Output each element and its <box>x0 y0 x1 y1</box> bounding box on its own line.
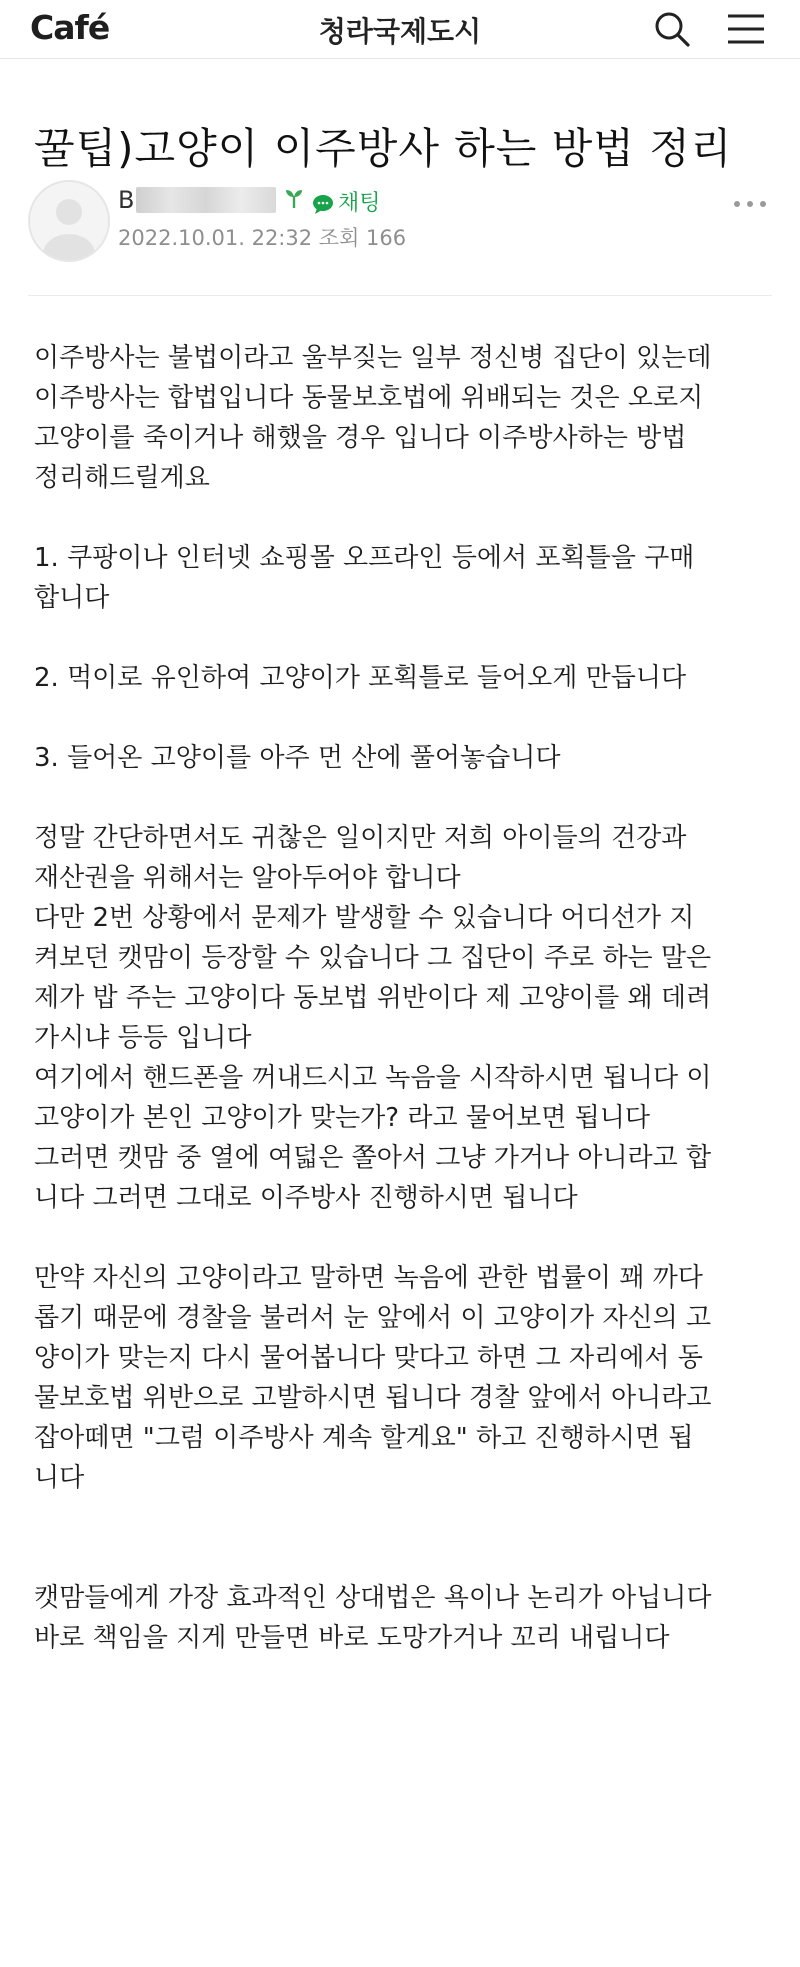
body-line: 재산권을 위해서는 알아두어야 합니다 <box>34 863 461 893</box>
body-line: 다만 2번 상황에서 문제가 발생할 수 있습니다 어디선가 지 <box>34 903 695 933</box>
default-profile-icon <box>30 182 108 260</box>
post-title: 꿀팁)고양이 이주방사 하는 방법 정리 <box>34 124 733 174</box>
body-line: 가시냐 등등 입니다 <box>34 1023 252 1053</box>
header-divider <box>28 295 772 296</box>
blank-line <box>34 698 784 738</box>
author-name-blurred <box>136 187 276 213</box>
author-row[interactable] <box>118 186 304 216</box>
top-navigation-bar <box>0 0 800 59</box>
author-name[interactable]: B <box>118 186 135 214</box>
body-line: 물보호법 위반으로 고발하시면 됩니다 경찰 앞에서 아니라고 <box>34 1383 712 1413</box>
more-dots-icon <box>730 197 770 211</box>
body-line: 제가 밥 주는 고양이다 동보법 위반이다 제 고양이를 왜 데려 <box>34 983 712 1013</box>
more-options-button[interactable] <box>730 196 770 210</box>
body-line: 바로 책임을 지게 만들면 바로 도망가거나 꼬리 내립니다 <box>34 1623 670 1653</box>
body-line: 잡아떼면 "그럼 이주방사 계속 할게요" 하고 진행하시면 됩 <box>34 1423 694 1453</box>
avatar[interactable] <box>28 180 110 262</box>
body-line: 정리해드릴게요 <box>34 463 210 493</box>
body-line: 그러면 캣맘 중 열에 여덟은 쫄아서 그냥 가거나 아니라고 합 <box>34 1143 712 1173</box>
body-line: 만약 자신의 고양이라고 말하면 녹음에 관한 법률이 꽤 까다 <box>34 1263 703 1293</box>
menu-button[interactable] <box>724 9 768 49</box>
blank-line <box>34 1218 784 1258</box>
chat-button[interactable] <box>312 186 381 217</box>
body-line: 3. 들어온 고양이를 아주 먼 산에 풀어놓습니다 <box>34 743 561 773</box>
blank-line <box>34 498 784 538</box>
hamburger-menu-icon <box>724 9 768 49</box>
blank-line <box>34 778 784 818</box>
search-icon <box>652 9 692 49</box>
cafe-logo[interactable]: Café <box>30 8 110 47</box>
body-line: 니다 그러면 그대로 이주방사 진행하시면 됩니다 <box>34 1183 578 1213</box>
body-line: 정말 간단하면서도 귀찮은 일이지만 저희 아이들의 건강과 <box>34 823 687 853</box>
body-line: 양이가 맞는지 다시 물어봅니다 맞다고 하면 그 자리에서 동 <box>34 1343 703 1373</box>
chat-label: 채팅 <box>338 191 381 216</box>
blank-line <box>34 1498 784 1538</box>
body-line: 2. 먹이로 유인하여 고양이가 포획틀로 들어오게 만듭니다 <box>34 663 687 693</box>
body-line: 니다 <box>34 1463 85 1493</box>
body-line: 이주방사는 합법입니다 동물보호법에 위배되는 것은 오로지 <box>34 383 704 413</box>
body-line: 이주방사는 불법이라고 울부짖는 일부 정신병 집단이 있는데 <box>34 343 712 373</box>
sprout-icon <box>284 187 304 213</box>
body-line: 고양이를 죽이거나 해했을 경우 입니다 이주방사하는 방법 <box>34 423 687 453</box>
body-line: 합니다 <box>34 583 110 613</box>
body-line: 캣맘들에게 가장 효과적인 상대법은 욕이나 논리가 아닙니다 <box>34 1583 712 1613</box>
blank-line <box>34 618 784 658</box>
body-line: 롭기 때문에 경찰을 불러서 눈 앞에서 이 고양이가 자신의 고 <box>34 1303 712 1333</box>
blank-line <box>34 1538 784 1578</box>
body-line: 1. 쿠팡이나 인터넷 쇼핑몰 오프라인 등에서 포획틀을 구매 <box>34 543 695 573</box>
cafe-name-title[interactable]: 청라국제도시 <box>318 15 482 48</box>
body-line: 여기에서 핸드폰을 꺼내드시고 녹음을 시작하시면 됩니다 이 <box>34 1063 712 1093</box>
search-button[interactable] <box>652 9 692 49</box>
body-line: 고양이가 본인 고양이가 맞는가? 라고 물어보면 됩니다 <box>34 1103 650 1133</box>
chat-bubble-icon <box>312 193 336 215</box>
body-line: 켜보던 캣맘이 등장할 수 있습니다 그 집단이 주로 하는 말은 <box>34 943 712 973</box>
post-body <box>34 338 784 1658</box>
post-meta: 2022.10.01. 22:32 조회 166 <box>118 226 407 250</box>
